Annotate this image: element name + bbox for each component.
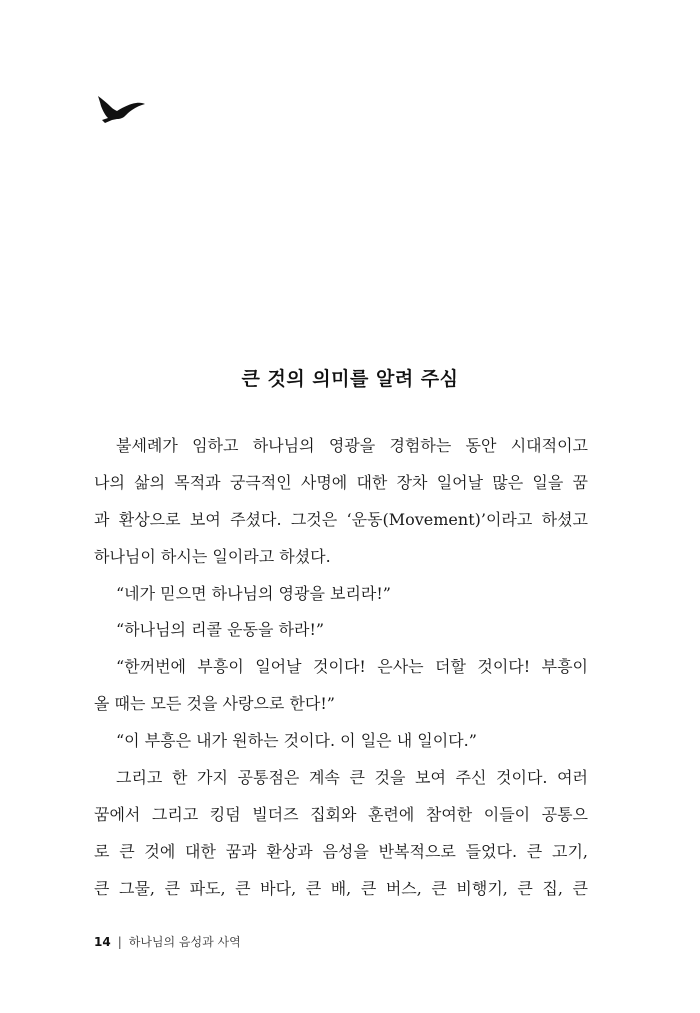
page-number: 14 (94, 935, 111, 949)
body-text (94, 428, 588, 908)
paragraph-line: 그리고 한 가지 공통점은 계속 큰 것을 보여 주신 것이다. 여러 (116, 768, 588, 788)
quote-line: “하나님의 리콜 운동을 하라!” (116, 620, 325, 640)
quote-line: 올 때는 모든 것을 사랑으로 한다!” (94, 694, 335, 714)
paragraph-line: 나의 삶의 목적과 궁극적인 사명에 대한 장차 일어날 많은 일을 꿈 (94, 472, 588, 492)
paragraph-line: 로 큰 것에 대한 꿈과 환상과 음성을 반복적으로 들었다. 큰 고기, (94, 841, 588, 861)
page-footer (94, 933, 241, 950)
quote-line: “이 부흥은 내가 원하는 것이다. 이 일은 내 일이다.” (116, 731, 477, 751)
quote-line: “한꺼번에 부흥이 일어날 것이다! 은사는 더할 것이다! 부흥이 (116, 657, 588, 677)
bird-icon (96, 95, 146, 128)
paragraph-line: 하나님이 하시는 일이라고 하셨다. (94, 546, 331, 566)
paragraph-line: 과 환상으로 보여 주셨다. 그것은 ‘운동(Movement)’이라고 하셨고 (94, 509, 588, 529)
paragraph-line: 꿈에서 그리고 킹덤 빌더즈 집회와 훈련에 참여한 이들이 공통으 (94, 804, 588, 824)
paragraph-line: 큰 그물, 큰 파도, 큰 바다, 큰 배, 큰 버스, 큰 비행기, 큰 집, 큰 (94, 878, 588, 898)
paragraph-line: 불세례가 임하고 하나님의 영광을 경험하는 동안 시대적이고 (116, 436, 588, 455)
book-title: 하나님의 음성과 사역 (128, 935, 241, 949)
footer-separator: | (117, 935, 122, 949)
chapter-title: 큰 것의 의미를 알려 주심 (241, 368, 459, 390)
quote-line: “네가 믿으면 하나님의 영광을 보리라!” (116, 583, 391, 603)
